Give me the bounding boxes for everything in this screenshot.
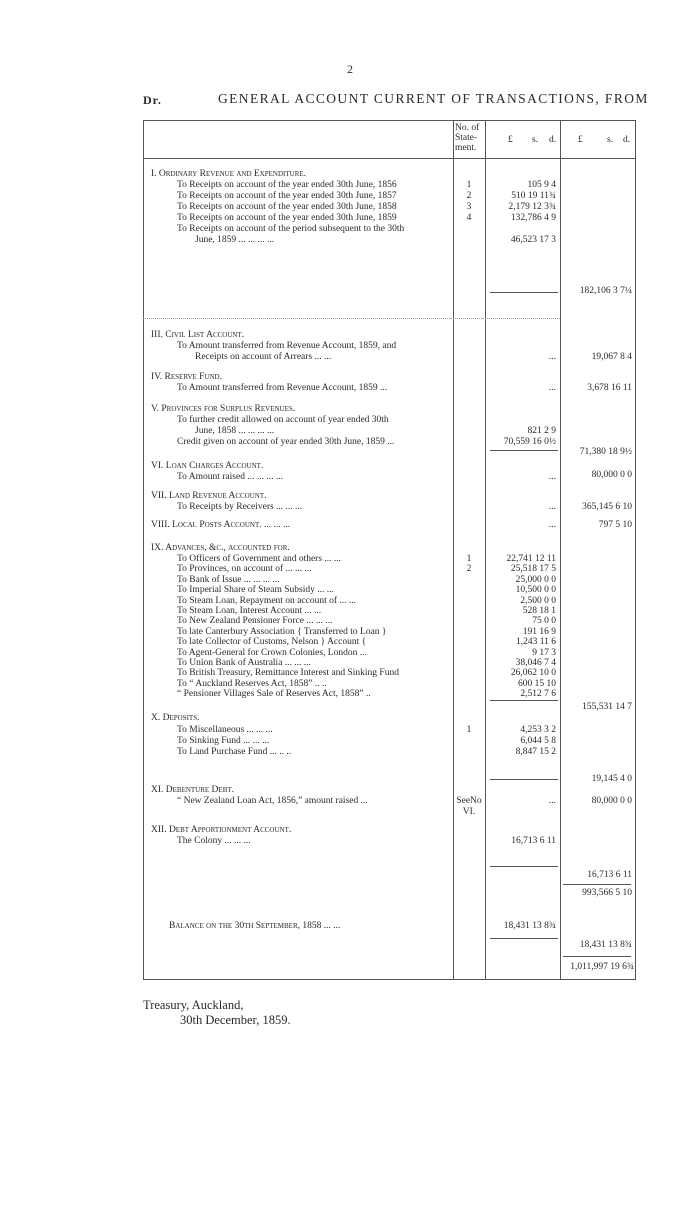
- entry-text: To Steam Loan, Interest Account ... ...: [177, 606, 322, 616]
- dr-label: Dr.: [143, 93, 162, 107]
- section-title: I. Ordinary Revenue and Expenditure.: [151, 169, 307, 179]
- entry-text: The Colony ... ... ...: [177, 836, 251, 846]
- subtotal-rule: [490, 292, 558, 293]
- section-total: 797 5 10: [598, 520, 632, 530]
- pounds-header: £: [578, 135, 583, 145]
- section-title: VI. Loan Charges Account.: [151, 461, 264, 471]
- statement-number: 1: [466, 725, 472, 735]
- entry-text: To late Collector of Customs, Nelson } Account {: [177, 637, 367, 648]
- entry-text: To Amount transferred from Revenue Account, 1859 ...: [177, 383, 388, 393]
- entry-amount: 25,518 17 5: [510, 564, 556, 575]
- statement-number: 2: [466, 191, 472, 201]
- entry-text: To Steam Loan, Repayment on account of ... ...: [177, 595, 356, 606]
- right-rule: [635, 120, 636, 980]
- table-bottom-rule: [143, 979, 636, 980]
- subtotal-rule: [563, 884, 631, 885]
- statement-reference: SeeNo: [456, 796, 482, 806]
- section-total: 80,000 0 0: [591, 796, 632, 806]
- entry-amount: 2,179 12 3¾: [508, 202, 556, 212]
- entry-text: To Receipts on account of the year ended 30th June, 1856: [177, 180, 397, 190]
- entry-text: To Miscellaneous ... ... ...: [177, 725, 273, 735]
- entry-amount: 16,713 6 11: [511, 836, 556, 846]
- pence-header: d.: [549, 135, 557, 145]
- section-total: 3,678 16 11: [587, 383, 632, 393]
- entry-text: To Agent-General for Crown Colonies, London ...: [177, 647, 367, 658]
- subtotal-rule: [490, 938, 558, 939]
- entry-amount: 132,786 4 9: [510, 213, 556, 223]
- entry-amount: 1,243 11 6: [515, 637, 556, 648]
- section-total: 19,067 8 4: [591, 352, 632, 362]
- entry-amount: 4,253 3 2: [520, 725, 556, 735]
- section-title: XII. Debt Apportionment Account.: [151, 825, 292, 835]
- entry-text: “ New Zealand Loan Act, 1856,” amount raised ...: [177, 796, 368, 806]
- subtotal-amount: 993,566 5 10: [582, 888, 632, 898]
- entry-amount: ...: [548, 472, 556, 482]
- entry-amount: 6,044 5 8: [520, 736, 556, 746]
- total-column-rule: [560, 120, 561, 980]
- entry-text: To Receipts on account of the period subsequent to the 30th: [177, 224, 405, 234]
- entry-amount: 46,523 17 3: [510, 235, 556, 245]
- statement-number: 2: [466, 564, 472, 575]
- account-table: [143, 120, 636, 980]
- entry-amount: 70,559 16 0½: [503, 437, 556, 447]
- entry-text: Receipts on account of Arrears ... ...: [195, 352, 332, 362]
- section-title: V. Provinces for Surplus Revenues.: [151, 404, 296, 414]
- entry-text: To further credit allowed on account of year ended 30th: [177, 415, 389, 425]
- section-title: XI. Debenture Debt.: [151, 785, 235, 795]
- section-total: 182,106 3 7¼: [579, 286, 632, 296]
- section-total: 365,145 6 10: [582, 502, 632, 512]
- statement-header-line: No. of: [455, 123, 480, 133]
- balance-amount: 18,431 13 8¾: [503, 921, 556, 931]
- section-total: 155,531 14 7: [582, 702, 632, 712]
- entry-amount: ...: [548, 502, 556, 512]
- entry-text: To late Canterbury Association { Transferred to Loan }: [177, 626, 387, 637]
- left-rule: [143, 120, 144, 980]
- entry-amount: 26,062 10 0: [510, 668, 556, 679]
- entry-amount: 75 0 0: [532, 616, 556, 627]
- subtotal-rule: [490, 700, 558, 701]
- section-total: 16,713 6 11: [587, 870, 632, 880]
- statement-header: [455, 123, 479, 153]
- header-rule: [143, 158, 636, 159]
- amount-column-rule: [485, 120, 486, 980]
- footer-date: 30th December, 1859.: [180, 1013, 291, 1027]
- entry-text: To Amount raised ... ... ... ...: [177, 472, 283, 482]
- statement-number: 1: [466, 554, 472, 564]
- entry-amount: 9 17 3: [532, 647, 556, 658]
- entry-amount: 528 18 1: [522, 606, 556, 616]
- entry-amount: 38,046 7 4: [515, 658, 556, 668]
- entry-text: June, 1859 ... ... ... ...: [195, 235, 275, 245]
- subtotal-rule: [490, 866, 558, 867]
- section-title: X. Deposits.: [151, 713, 200, 723]
- subtotal-rule: [490, 450, 558, 451]
- section-title: VIII. Local Posts Account. ... ... ...: [151, 520, 291, 530]
- entry-amount: 25,000 0 0: [515, 574, 556, 585]
- entry-text: To Receipts on account of the year ended 30th June, 1858: [177, 202, 397, 212]
- entry-text: To Officers of Government and others ... ...: [177, 554, 342, 564]
- statement-reference: VI.: [462, 807, 476, 817]
- entry-text: To Land Purchase Fund ... .. ..: [177, 747, 292, 757]
- section-total: 71,380 18 9½: [579, 447, 632, 457]
- pounds-header: £: [508, 135, 513, 145]
- shillings-header: s.: [532, 135, 539, 145]
- entry-text: To British Treasury, Remittance Interest and Sinking Fund: [177, 668, 399, 679]
- entry-text: To Imperial Share of Steam Subsidy ... ...: [177, 585, 334, 596]
- entry-text: To Amount transferred from Revenue Account, 1859, and: [177, 341, 397, 351]
- total-rule: [563, 956, 631, 957]
- section-total: 19,145 4 0: [591, 774, 632, 784]
- entry-amount: ...: [548, 383, 556, 393]
- entry-text: To Receipts on account of the year ended 30th June, 1859: [177, 213, 397, 223]
- page-number: 2: [347, 62, 353, 76]
- footer-location: Treasury, Auckland,: [143, 998, 244, 1012]
- entry-text: To Provinces, on account of ... ... ...: [177, 564, 312, 575]
- statement-number: 3: [466, 202, 472, 212]
- section-total: 80,000 0 0: [591, 470, 632, 480]
- entry-amount: 2,500 0 0: [520, 595, 556, 606]
- section-divider: [143, 318, 560, 319]
- entry-amount: ...: [548, 352, 556, 362]
- statement-column-rule: [453, 120, 454, 980]
- entry-text: To Union Bank of Australia ... ... ...: [177, 658, 311, 668]
- entry-amount: 10,500 0 0: [515, 585, 556, 596]
- entry-amount: 2,512 7 6: [520, 689, 556, 700]
- entry-text: Credit given on account of year ended 30th June, 1859 ...: [177, 437, 395, 447]
- entry-text: To Receipts on account of the year ended 30th June, 1857: [177, 191, 397, 201]
- entry-text: To Bank of Issue ... ... ... ...: [177, 574, 280, 585]
- statement-number: 1: [466, 180, 472, 190]
- entry-amount: 22,741 12 11: [506, 554, 556, 564]
- entry-text: “ Pensioner Villages Sale of Reserves Act, 1858” ..: [177, 689, 371, 700]
- entry-amount: 191 16 9: [522, 626, 556, 637]
- entry-amount: 821 2 9: [527, 426, 556, 436]
- entry-amount: 105 9 4: [527, 180, 556, 190]
- section-title: IX. Advances, &c., accounted for.: [151, 543, 290, 553]
- entry-text: June, 1858 ... ... ... ...: [195, 426, 275, 436]
- section-title: III. Civil List Account.: [151, 330, 245, 340]
- section-title: VII. Land Revenue Account.: [151, 491, 267, 501]
- statement-header-line: ment.: [455, 143, 477, 153]
- balance-total: 18,431 13 8¾: [579, 940, 632, 950]
- entry-text: To Sinking Fund ... ... ...: [177, 736, 270, 746]
- entry-text: To “ Auckland Reserves Act, 1858” .. ..: [177, 678, 327, 689]
- statement-header-line: State-: [455, 133, 478, 143]
- pence-header: d.: [623, 135, 631, 145]
- entry-amount: 600 15 10: [518, 678, 556, 689]
- entry-amount: ...: [548, 796, 556, 806]
- page-title: GENERAL ACCOUNT CURRENT OF TRANSACTIONS, FROM: [218, 91, 649, 106]
- entry-amount: ...: [548, 520, 556, 530]
- subtotal-rule: [490, 779, 558, 780]
- shillings-header: s.: [607, 135, 614, 145]
- entry-text: To New Zealand Pensioner Force ... ... ...: [177, 616, 333, 627]
- table-top-rule: [143, 120, 636, 121]
- section-title: IV. Reserve Fund.: [151, 372, 222, 382]
- entry-amount: 510 19 11¾: [511, 191, 556, 201]
- entry-amount: 8,847 15 2: [515, 747, 556, 757]
- entry-text: To Receipts by Receivers ... ... ...: [177, 502, 303, 512]
- grand-total: 1,011,997 19 6¾: [570, 962, 634, 972]
- statement-number: 4: [466, 213, 472, 223]
- balance-text: Balance on the 30th September, 1858 ... ...: [169, 921, 341, 931]
